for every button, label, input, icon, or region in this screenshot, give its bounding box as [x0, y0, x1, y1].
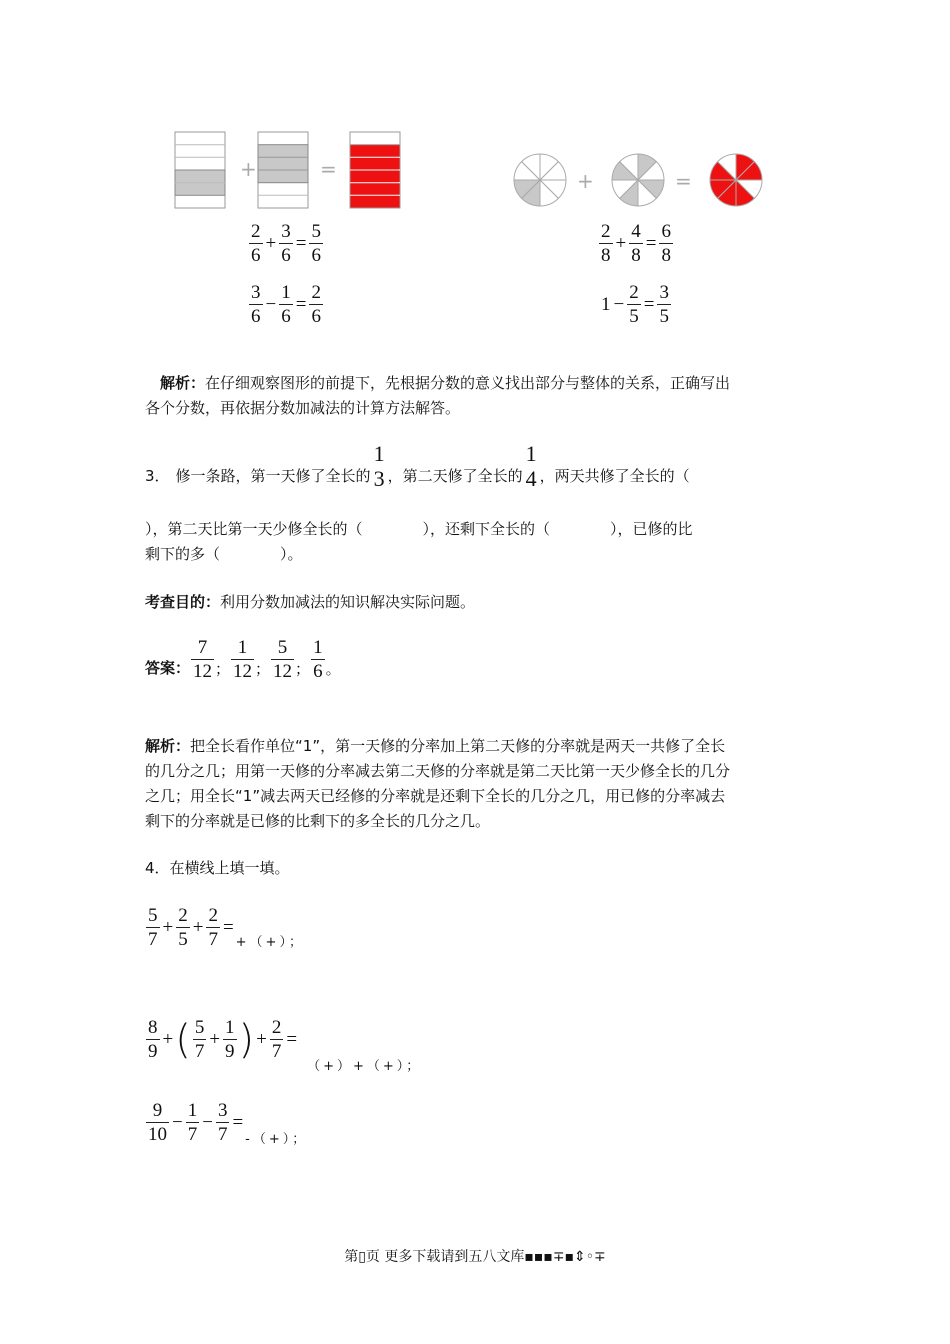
- question-3-line-3: 剩下的多（ ）。: [145, 545, 303, 563]
- plus-sign: +: [240, 157, 257, 181]
- equation-bars-addition: $\frac{2}{6}$ + $\frac{3}{6}$ = $\frac{5}{6}$: [251, 221, 321, 266]
- question-3-line-1: 3． 修一条路，第一天修了全长的 1 3 ，第二天修了全长的 1 4 ，两天共修了全长的（: [145, 441, 690, 491]
- page-footer: 第▯页 更多下载请到五八文库▪▪▪∓▪⇕◦∓: [344, 1249, 606, 1265]
- bar-five-sixths: [350, 132, 400, 208]
- analysis-2-line-3: 之几；用全长“1”减去两天已经修的分率就是还剩下全长的几分之几，用已修的分率减去: [145, 787, 726, 805]
- bar-two-sixths: [175, 132, 225, 208]
- bar-fraction-figure: [170, 128, 410, 214]
- circle-four-eighths: [612, 154, 664, 206]
- plus-sign: +: [577, 169, 594, 193]
- equals-sign: =: [320, 157, 337, 181]
- analysis-1-line-2: 各个分数，再依据分数加减法的计算方法解答。: [145, 399, 461, 417]
- circle-fraction-figure: [510, 148, 770, 214]
- answer: 答案： $\frac{7}{12}$ ； $\frac{1}{12}$ ； $\frac{5}{12}$ ； $\frac{1}{6}$ 。: [145, 637, 341, 682]
- circle-six-eighths: [710, 154, 762, 206]
- equation-circles-addition: $\frac{2}{8}$ + $\frac{4}{8}$ = $\frac{6}{8}$: [601, 221, 671, 266]
- equation-bars-subtraction: $\frac{3}{6}$ − $\frac{1}{6}$ = $\frac{2}{6}$: [251, 282, 321, 327]
- q4-expression-1: $\frac{5}{7}$ + $\frac{2}{5}$ + $\frac{2}{7}$ = +（+）；: [148, 905, 305, 950]
- bar-three-sixths: [258, 132, 308, 208]
- analysis-2-line-4: 剩下的分率就是已修的比剩下的多全长的几分之几。: [145, 812, 491, 830]
- equation-circles-subtraction: 1 − $\frac{2}{5}$ = $\frac{3}{5}$: [601, 282, 669, 327]
- analysis-2-line-1: 解析：把全长看作单位“1”，第一天修的分率加上第二天修的分率就是两天一共修了全长: [145, 737, 726, 755]
- q4-expression-2: $\frac{8}{9}$ + ( $\frac{5}{7}$ + $\frac{1}{9}$ ) + $\frac{2}{7}$ = （+）+（+）；: [148, 1016, 423, 1074]
- purpose: 考查目的：利用分数加减法的知识解决实际问题。: [145, 593, 476, 611]
- analysis-1-line-1: 解析：在仔细观察图形的前提下，先根据分数的意义找出部分与整体的关系，正确写出: [160, 374, 731, 392]
- q4-expression-3: $\frac{9}{10}$ − $\frac{1}{7}$ − $\frac{3}{7}$ = -（+）；: [148, 1100, 309, 1147]
- question-4-title: 4．在横线上填一填。: [145, 859, 290, 877]
- equals-sign: =: [675, 169, 692, 193]
- circle-two-eighths: [514, 154, 566, 206]
- analysis-2-line-2: 的几分之几；用第一天修的分率减去第二天修的分率就是第二天比第一天少修全长的几分: [145, 762, 731, 780]
- question-3-line-2: ），第二天比第一天少修全长的（ ），还剩下全长的（ ），已修的比: [145, 520, 693, 538]
